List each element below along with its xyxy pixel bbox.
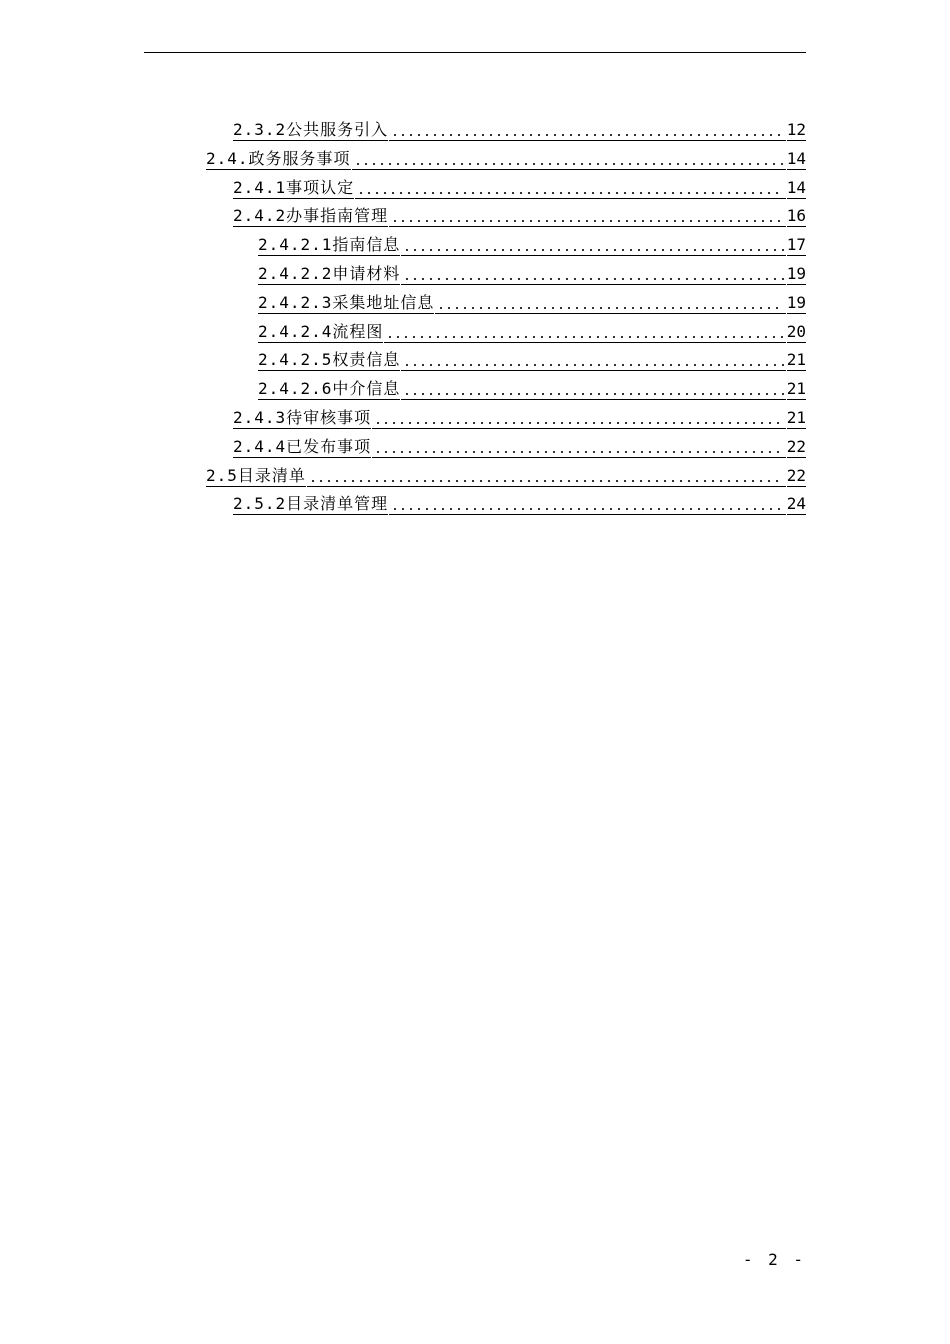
toc-leader-dots <box>372 408 786 429</box>
toc-leader-dots <box>384 322 785 343</box>
toc-entry-page: 21 <box>786 408 806 427</box>
header-rule <box>144 52 806 53</box>
toc-entry[interactable] <box>233 429 806 458</box>
toc-entry-label: 2.4.2.5权责信息 <box>258 350 401 370</box>
toc-entry-page: 20 <box>786 321 806 341</box>
toc-entry-label: 2.4.政务服务事项 <box>206 148 351 168</box>
toc-entry[interactable] <box>258 314 806 343</box>
toc-entry-page: 24 <box>786 494 806 514</box>
toc-entry-label: 2.4.2.6中介信息 <box>258 379 401 399</box>
toc-entry[interactable] <box>233 198 806 227</box>
toc-entry-page: 14 <box>786 177 806 197</box>
toc-entry-page: 16 <box>786 206 806 226</box>
toc-entry[interactable] <box>233 170 806 199</box>
toc-entry-label: 2.3.2公共服务引入 <box>233 120 389 139</box>
toc-entry-page: 14 <box>786 148 806 168</box>
toc-entry[interactable] <box>258 227 806 256</box>
toc-leader-dots <box>435 293 785 314</box>
toc-leader-dots <box>355 178 786 199</box>
toc-leader-dots <box>401 350 785 371</box>
toc-leader-dots <box>372 437 786 458</box>
toc-entry-label: 2.4.4已发布事项 <box>233 436 372 456</box>
toc-leader-dots <box>401 235 785 256</box>
toc-entry[interactable] <box>233 112 806 141</box>
toc-entry-label: 2.4.2.2申请材料 <box>258 264 401 283</box>
toc-entry-label: 2.4.2.3采集地址信息 <box>258 292 435 312</box>
page-number: - 2 - <box>742 1250 806 1269</box>
toc-entry[interactable] <box>258 256 806 285</box>
toc-leader-dots <box>307 466 786 487</box>
toc-entry[interactable] <box>233 486 806 515</box>
toc-leader-dots <box>401 379 785 400</box>
toc-leader-dots <box>389 206 786 227</box>
toc-entry-page: 19 <box>786 292 806 312</box>
toc-leader-dots <box>352 149 786 170</box>
toc-entry-page: 12 <box>786 120 806 139</box>
toc-entry-page: 19 <box>786 264 806 283</box>
toc-leader-dots <box>401 264 785 285</box>
toc-entry[interactable] <box>258 342 806 371</box>
toc-entry-label: 2.4.2.1指南信息 <box>258 235 401 255</box>
toc-entry[interactable] <box>233 400 806 429</box>
toc-leader-dots <box>389 120 786 141</box>
toc-entry-label: 2.4.2办事指南管理 <box>233 206 389 226</box>
toc-entry-page: 17 <box>786 235 806 255</box>
toc-entry-page: 21 <box>786 350 806 370</box>
toc-entry-label: 2.5目录清单 <box>206 465 306 485</box>
toc-entry[interactable] <box>206 141 806 170</box>
toc-entry-label: 2.5.2目录清单管理 <box>233 494 389 514</box>
toc-entry-page: 21 <box>786 379 806 399</box>
toc-entry-label: 2.4.2.4流程图 <box>258 321 384 341</box>
toc-entry-page: 22 <box>786 436 806 456</box>
toc-entry[interactable] <box>206 458 806 487</box>
toc-entry[interactable] <box>258 371 806 400</box>
toc-entry-label: 2.4.1事项认定 <box>233 177 355 197</box>
toc-entry-label: 2.4.3待审核事项 <box>233 408 372 427</box>
toc-entry-page: 22 <box>786 465 806 485</box>
toc-leader-dots <box>389 494 786 515</box>
toc-entry[interactable] <box>258 285 806 314</box>
